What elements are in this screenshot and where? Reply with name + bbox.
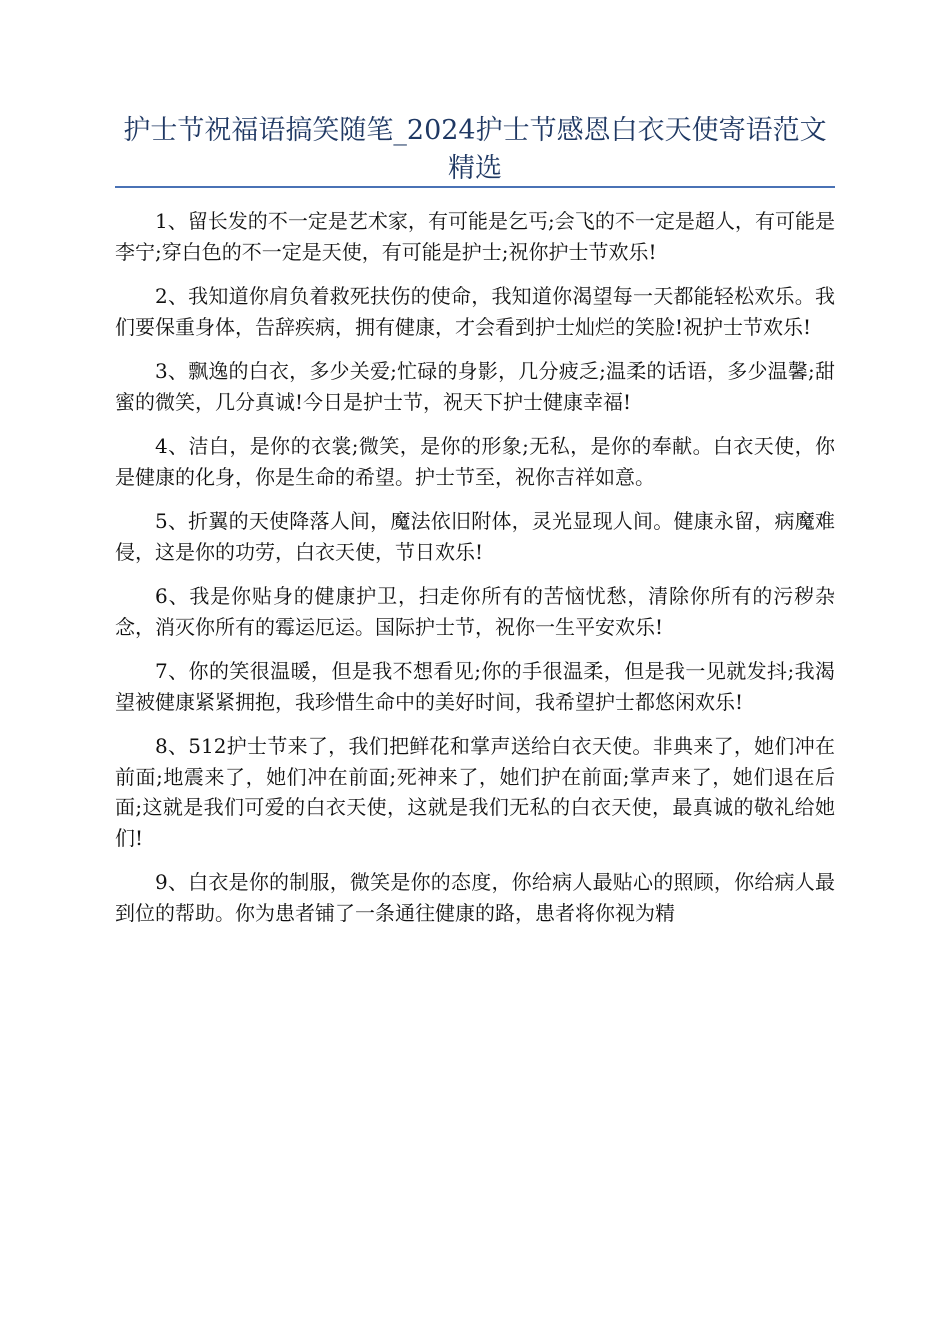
paragraph: 3、飘逸的白衣，多少关爱;忙碌的身影，几分疲乏;温柔的话语，多少温馨;甜蜜的微笑，几分真诚!今日是护士节，祝天下护士健康幸福! [115, 359, 835, 414]
paragraph: 6、我是你贴身的健康护卫，扫走你所有的苦恼忧愁，清除你所有的污秽杂念，消灭你所有的霉运厄运。国际护士节，祝你一生平安欢乐! [115, 584, 835, 639]
paragraph: 4、洁白，是你的衣裳;微笑，是你的形象;无私，是你的奉献。白衣天使，你是健康的化身，你是生命的希望。护士节至，祝你吉祥如意。 [115, 434, 835, 489]
document-title: 护士节祝福语搞笑随笔_2024护士节感恩白衣天使寄语范文精选 [123, 115, 827, 184]
paragraph: 5、折翼的天使降落人间，魔法依旧附体，灵光显现人间。健康永留，病魔难侵，这是你的功劳，白衣天使，节日欢乐! [115, 509, 835, 564]
paragraph: 8、512护士节来了，我们把鲜花和掌声送给白衣天使。非典来了，她们冲在前面;地震来了，她们冲在前面;死神来了，她们护在前面;掌声来了，她们退在后面;这就是我们可爱的白衣天使，这就是我们无私的白衣天使，最真诚的敬礼给她们! [115, 734, 835, 850]
paragraph: 2、我知道你肩负着救死扶伤的使命，我知道你渴望每一天都能轻松欢乐。我们要保重身体，告辞疾病，拥有健康，才会看到护士灿烂的笑脸!祝护士节欢乐! [115, 284, 835, 339]
paragraph: 9、白衣是你的制服，微笑是你的态度，你给病人最贴心的照顾，你给病人最到位的帮助。你为患者铺了一条通往健康的路，患者将你视为精 [115, 870, 835, 925]
document-body [115, 206, 835, 942]
title-underline [115, 186, 835, 188]
paragraph: 1、留长发的不一定是艺术家，有可能是乞丐;会飞的不一定是超人，有可能是李宁;穿白色的不一定是天使，有可能是护士;祝你护士节欢乐! [115, 209, 835, 264]
paragraph: 7、你的笑很温暖，但是我不想看见;你的手很温柔，但是我一见就发抖;我渴望被健康紧紧拥抱，我珍惜生命中的美好时间，我希望护士都悠闲欢乐! [115, 659, 835, 714]
